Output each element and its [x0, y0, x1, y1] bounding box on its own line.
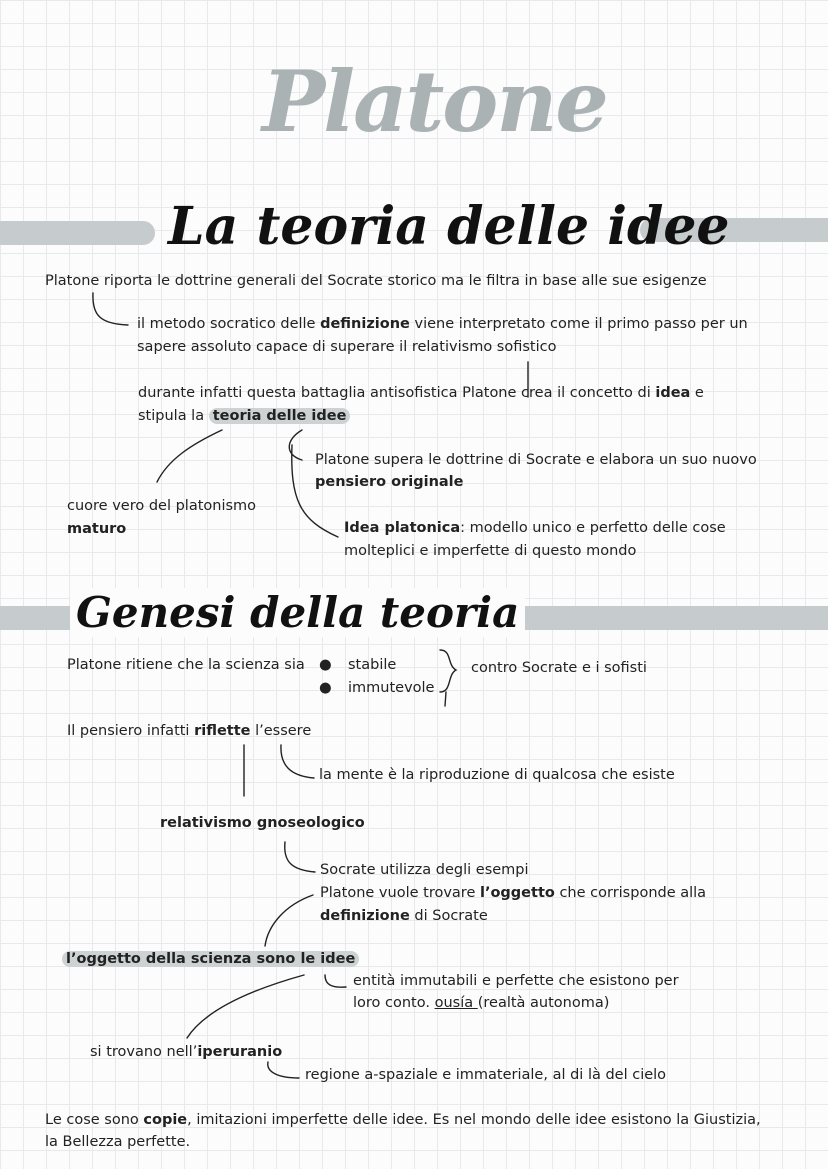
cose-c: , imitazioni imperfette delle idee. Es nel mondo delle idee esistono la Giustizia,	[187, 1112, 761, 1128]
scienza-text: Platone ritiene che la scienza sia	[67, 657, 305, 673]
section-heading-teoria: La teoria delle idee	[168, 196, 730, 257]
page-title: Platone	[262, 52, 607, 151]
cose-line2: la Bellezza perfette.	[45, 1134, 191, 1150]
cuore-bold: maturo	[67, 521, 127, 537]
socrate-esempi: Socrate utilizza degli esempi	[320, 862, 529, 878]
contro-text: contro Socrate e i sofisti	[471, 660, 647, 676]
connector-oggetto-trovano	[187, 975, 304, 1038]
relativismo-bold: relativismo gnoseologico	[160, 815, 365, 831]
connector-stipula-cuore	[157, 430, 222, 482]
supera-line1: Platone supera le dottrine di Socrate e elabora un suo nuovo	[315, 452, 757, 468]
connector-pensiero-mente	[281, 745, 314, 778]
connector-platone-oggetto	[265, 895, 313, 946]
idea-b: : modello unico e perfetto delle cose	[460, 520, 726, 536]
mente-text: la mente è la riproduzione di qualcosa che esiste	[319, 767, 675, 783]
metodo-b: definizione	[320, 316, 410, 332]
connector-intro-metodo	[93, 293, 128, 325]
trovano-a: si trovano nell’	[90, 1044, 198, 1060]
durante-b: idea	[655, 385, 691, 401]
platone-vuole-b: l’oggetto	[479, 885, 555, 901]
bullet-stabile: stabile	[348, 657, 397, 673]
stipula-highlight: teoria delle idee	[209, 408, 351, 424]
pensiero-c: l’essere	[250, 723, 312, 739]
cuore-line1: cuore vero del platonismo	[67, 498, 257, 514]
connector-relativismo-socrate	[285, 842, 315, 872]
cose-b: copie	[143, 1112, 188, 1128]
bullet-dot-2: ●	[319, 680, 332, 696]
idea-line2: molteplici e imperfette di questo mondo	[344, 543, 637, 559]
platone-vuole-a: Platone vuole trovare	[320, 885, 480, 901]
stipula-a: stipula la	[138, 408, 209, 424]
intro-text: Platone riporta le dottrine generali del Socrate storico ma le filtra in base alle sue esigenze	[45, 273, 707, 289]
metodo-line2: sapere assoluto capace di superare il relativismo sofistico	[137, 339, 557, 355]
idea-a: Idea platonica	[344, 520, 461, 536]
bullet-dot-1: ●	[319, 657, 332, 673]
connector-oggetto-entita	[325, 975, 346, 987]
entita-line1: entità immutabili e perfette che esistono per	[353, 973, 679, 989]
metodo-a: il metodo socratico delle	[137, 316, 321, 332]
bullet-immutevole: immutevole	[348, 680, 435, 696]
supera-bold: pensiero originale	[315, 474, 464, 490]
platone-vuole-c: che corrisponde alla	[554, 885, 707, 901]
brace-contro	[440, 650, 456, 706]
oggetto-highlight: l’oggetto della scienza sono le idee	[62, 951, 359, 967]
ousia-term: ousía	[434, 995, 478, 1011]
section-heading-genesi: Genesi della teoria	[70, 588, 525, 637]
metodo-c: viene interpretato come il primo passo per un	[409, 316, 748, 332]
connector-trovano-regione	[268, 1062, 299, 1078]
cose-a: Le cose sono	[45, 1112, 144, 1128]
def-a: definizione	[320, 908, 410, 924]
def-b: di Socrate	[409, 908, 488, 924]
durante-c: e	[690, 385, 704, 401]
durante-a: durante infatti questa battaglia antisofistica Platone crea il concetto di	[138, 385, 656, 401]
trovano-b: iperuranio	[197, 1044, 283, 1060]
pensiero-a: Il pensiero infatti	[67, 723, 195, 739]
regione-text: regione a-spaziale e immateriale, al di là del cielo	[305, 1067, 667, 1083]
entita-c: (realtà autonoma)	[477, 995, 610, 1011]
entita-a: loro conto.	[353, 995, 435, 1011]
pensiero-b: riflette	[194, 723, 251, 739]
